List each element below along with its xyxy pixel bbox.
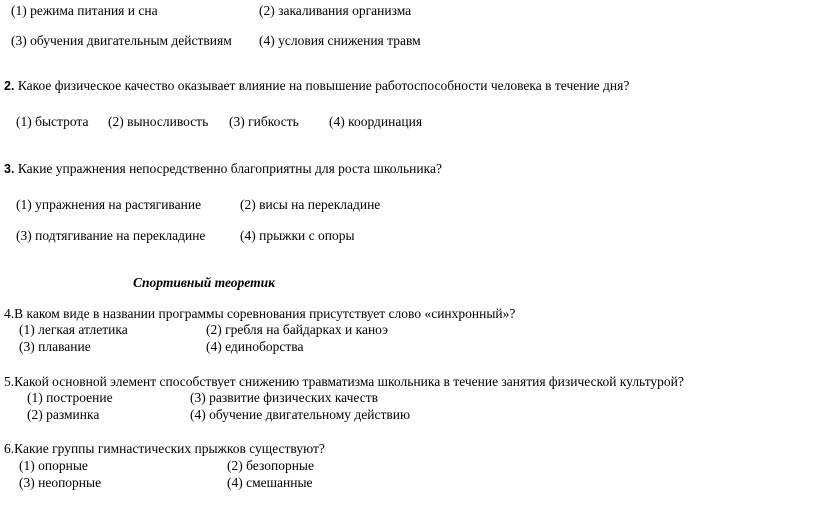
- q4-option-1: (1) легкая атлетика: [19, 322, 128, 337]
- question-2: [4, 79, 629, 93]
- q2-option-4: (4) координация: [329, 114, 423, 129]
- question-6-text: 6.Какие группы гимнастических прыжков существуют?: [4, 441, 325, 456]
- question-3-text: Какие упражнения непосредственно благоприятны для роста школьника?: [17, 161, 442, 176]
- question-2-text: Какое физическое качество оказывает влияние на повышение работоспособности человека в течение дня?: [17, 78, 630, 93]
- q1-option-3: (3) обучения двигательным действиям: [11, 33, 232, 48]
- question-5-text: 5.Какой основной элемент способствует снижению травматизма школьника в течение занятия физической культурой?: [4, 374, 684, 389]
- q1-option-1: (1) режима питания и сна: [11, 3, 158, 18]
- q3-option-2: (2) висы на перекладине: [240, 197, 381, 212]
- q6-option-1: (1) опорные: [19, 458, 88, 473]
- question-2-number: 2.: [4, 79, 15, 93]
- question-3-number: 3.: [4, 162, 15, 176]
- q6-option-4: (4) смешанные: [227, 475, 313, 490]
- q4-option-4: (4) единоборства: [206, 339, 304, 354]
- question-4-text: 4.В каком виде в названии программы соревнования присутствует слово «синхронный»?: [4, 306, 516, 321]
- q4-option-2: (2) гребля на байдарках и каноэ: [206, 322, 388, 337]
- section-title: Спортивный теоретик: [133, 275, 275, 290]
- q1-option-4: (4) условия снижения травм: [259, 33, 421, 48]
- question-3: [4, 162, 442, 176]
- q4-option-3: (3) плавание: [19, 339, 91, 354]
- q6-option-3: (3) неопорные: [19, 475, 102, 490]
- q5-option-3: (2) разминка: [27, 407, 100, 422]
- q5-option-1: (1) построение: [27, 390, 113, 405]
- q3-option-3: (3) подтягивание на перекладине: [16, 228, 206, 243]
- q6-option-2: (2) безопорные: [227, 458, 314, 473]
- q2-option-3: (3) гибкость: [229, 114, 299, 129]
- q1-option-2: (2) закаливания организма: [259, 3, 412, 18]
- q3-option-1: (1) упражнения на растягивание: [16, 197, 202, 212]
- q2-option-1: (1) быстрота: [16, 114, 89, 129]
- q2-option-2: (2) выносливость: [108, 114, 209, 129]
- q5-option-4: (4) обучение двигательному действию: [190, 407, 411, 422]
- q5-option-2: (3) развитие физических качеств: [190, 390, 379, 405]
- q3-option-4: (4) прыжки с опоры: [240, 228, 355, 243]
